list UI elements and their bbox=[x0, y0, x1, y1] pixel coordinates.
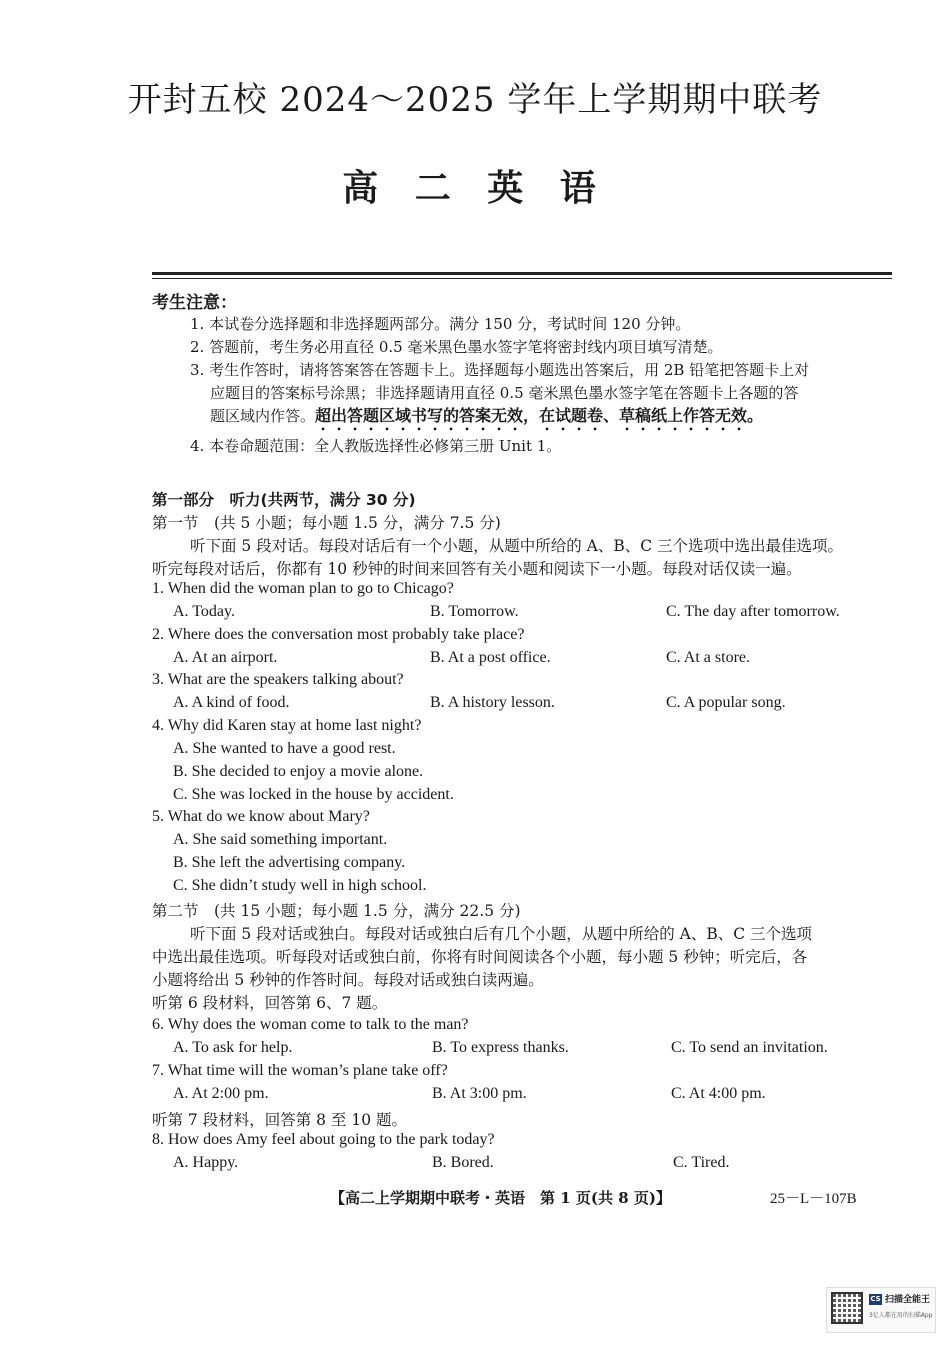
question-7-option-c: C. At 4:00 pm. bbox=[671, 1085, 766, 1102]
question-6-option-a: A. To ask for help. bbox=[173, 1039, 293, 1056]
question-3-stem: 3. What are the speakers talking about? bbox=[152, 671, 404, 688]
exam-title: 开封五校 2024～2025 学年上学期期中联考 bbox=[127, 80, 823, 120]
question-3-option-b: B. A history lesson. bbox=[430, 694, 555, 711]
question-7-option-b: B. At 3:00 pm. bbox=[432, 1085, 527, 1102]
scanner-slogan: 3亿人都在用的扫描App bbox=[869, 1312, 933, 1319]
notice-item-3-line-2: 应题目的答案标号涂黑；非选择题请用直径 0.5 毫米黑色墨水签字笔在答题卡上各题的答 bbox=[210, 384, 799, 402]
question-7-option-a: A. At 2:00 pm. bbox=[173, 1085, 269, 1102]
question-1-stem: 1. When did the woman plan to go to Chicago? bbox=[152, 580, 454, 597]
notice-emphasis: 超出答题区域书写的答案无效，在试题卷、草稿纸上作答无效。 bbox=[315, 406, 764, 425]
section2-instruction-line-2: 中选出最佳选项。听每段对话或独白前，你将有时间阅读各个小题，每小题 5 秒钟；听完后，各 bbox=[152, 948, 808, 966]
notice-item-3-text: 题区域内作答。 bbox=[210, 407, 316, 425]
section1-instruction-line-1: 听下面 5 段对话。每段对话后有一个小题，从题中所给的 A、B、C 三个选项中选出最佳选项。 bbox=[190, 537, 844, 555]
page-footer: 【高二上学期期中联考・英语 第 1 页(共 8 页)】 bbox=[330, 1189, 671, 1207]
material-7-instruction: 听第 7 段材料，回答第 8 至 10 题。 bbox=[152, 1111, 408, 1129]
notice-item-3-line-3 bbox=[210, 404, 763, 434]
question-5-option-c: C. She didn’t study well in high school. bbox=[173, 877, 427, 894]
notice-item-3-line-1: 3. 考生作答时，请将答案答在答题卡上。选择题每小题选出答案后，用 2B 铅笔把答题卡上对 bbox=[190, 361, 810, 379]
question-1-option-a: A. Today. bbox=[173, 603, 235, 620]
question-8-option-b: B. Bored. bbox=[432, 1154, 494, 1171]
subject-title: 高 二 英 语 bbox=[342, 167, 608, 209]
notice-item-2: 2. 答题前，考生务必用直径 0.5 毫米黑色墨水签字笔将密封线内项目填写清楚。 bbox=[190, 338, 723, 356]
question-5-stem: 5. What do we know about Mary? bbox=[152, 808, 370, 825]
question-4-option-b: B. She decided to enjoy a movie alone. bbox=[173, 763, 424, 780]
question-6-stem: 6. Why does the woman come to talk to the man? bbox=[152, 1016, 469, 1033]
exam-code: 25－L－107B bbox=[770, 1191, 857, 1207]
notice-heading: 考生注意： bbox=[152, 293, 237, 313]
question-1-option-b: B. Tomorrow. bbox=[430, 603, 519, 620]
section1-heading: 第一节 (共 5 小题；每小题 1.5 分，满分 7.5 分) bbox=[152, 514, 501, 532]
question-6-option-b: B. To express thanks. bbox=[432, 1039, 569, 1056]
question-2-stem: 2. Where does the conversation most probably take place? bbox=[152, 626, 525, 643]
section2-heading: 第二节 (共 15 小题；每小题 1.5 分，满分 22.5 分) bbox=[152, 902, 521, 920]
scanner-watermark bbox=[826, 1287, 936, 1333]
section2-instruction-line-3: 小题将给出 5 秒钟的作答时间。每段对话或独白读两遍。 bbox=[152, 971, 544, 989]
qr-code-icon bbox=[831, 1292, 863, 1324]
section2-instruction-line-1: 听下面 5 段对话或独白。每段对话或独白后有几个小题，从题中所给的 A、B、C 三个选项 bbox=[190, 925, 813, 943]
question-4-option-c: C. She was locked in the house by accident. bbox=[173, 786, 454, 803]
part1-heading: 第一部分 听力(共两节，满分 30 分) bbox=[152, 491, 416, 509]
question-2-option-b: B. At a post office. bbox=[430, 649, 551, 666]
question-8-option-a: A. Happy. bbox=[173, 1154, 239, 1171]
question-8-option-c: C. Tired. bbox=[673, 1154, 730, 1171]
question-2-option-c: C. At a store. bbox=[666, 649, 750, 666]
question-4-option-a: A. She wanted to have a good rest. bbox=[173, 740, 396, 757]
header-divider-thin bbox=[152, 278, 892, 279]
question-8-stem: 8. How does Amy feel about going to the park today? bbox=[152, 1131, 495, 1148]
scanner-app-name: 扫描全能王 bbox=[885, 1295, 931, 1305]
question-5-option-b: B. She left the advertising company. bbox=[173, 854, 406, 871]
question-1-option-c: C. The day after tomorrow. bbox=[666, 603, 840, 620]
material-6-instruction: 听第 6 段材料，回答第 6、7 题。 bbox=[152, 994, 388, 1012]
notice-item-4: 4. 本卷命题范围：全人教版选择性必修第三册 Unit 1。 bbox=[190, 437, 562, 455]
question-3-option-c: C. A popular song. bbox=[666, 694, 786, 711]
question-2-option-a: A. At an airport. bbox=[173, 649, 278, 666]
camscanner-logo-icon: CS bbox=[870, 1295, 881, 1303]
question-4-stem: 4. Why did Karen stay at home last night? bbox=[152, 717, 422, 734]
section1-instruction-line-2: 听完每段对话后，你都有 10 秒钟的时间来回答有关小题和阅读下一小题。每段对话仅读一遍。 bbox=[152, 560, 802, 578]
question-5-option-a: A. She said something important. bbox=[173, 831, 388, 848]
question-6-option-c: C. To send an invitation. bbox=[671, 1039, 828, 1056]
question-7-stem: 7. What time will the woman’s plane take off? bbox=[152, 1062, 448, 1079]
question-3-option-a: A. A kind of food. bbox=[173, 694, 290, 711]
header-divider-thick bbox=[152, 272, 892, 275]
notice-item-1: 1. 本试卷分选择题和非选择题两部分。满分 150 分，考试时间 120 分钟。 bbox=[190, 315, 691, 333]
